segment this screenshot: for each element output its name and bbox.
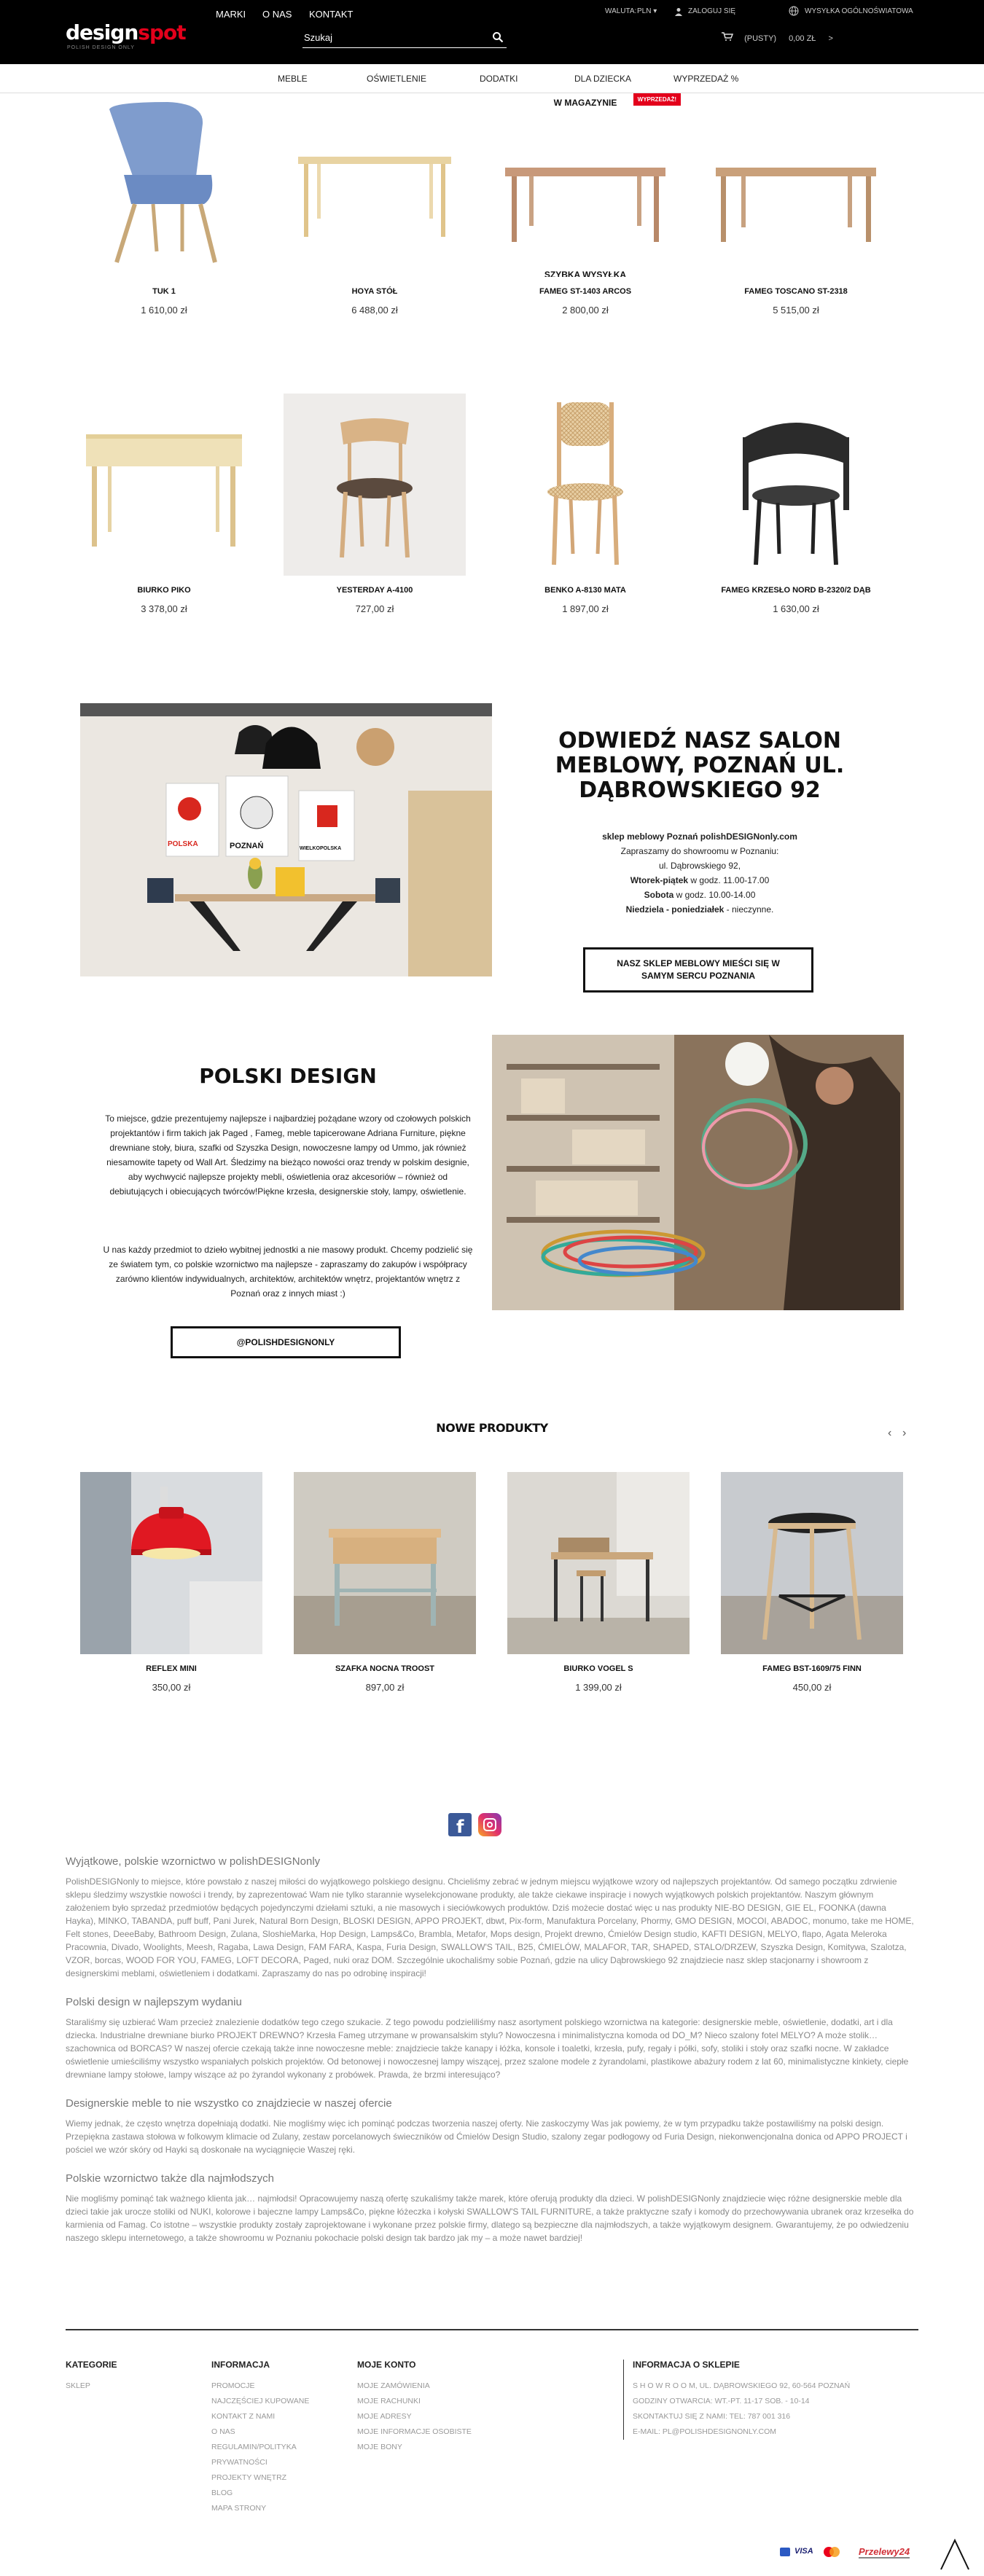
product-image[interactable]	[721, 1472, 903, 1654]
carousel-next-icon[interactable]: ›	[902, 1427, 907, 1439]
product-price: 450,00 zł	[792, 1682, 832, 1693]
footer-store-info	[623, 2360, 850, 2440]
product-price: 1 399,00 zł	[575, 1682, 622, 1693]
mastercard-icon	[822, 2546, 841, 2558]
product-image[interactable]	[80, 1472, 262, 1654]
new-products-title: NOWE PRODUKTY	[436, 1421, 548, 1435]
salon-line-1: sklep meblowy Poznań polishDESIGNonly.com	[602, 831, 797, 842]
product-price: 2 800,00 zł	[562, 305, 609, 316]
product-name[interactable]: TUK 1	[152, 287, 176, 296]
cart-status: (PUSTY)	[744, 34, 777, 43]
product-price: 1 610,00 zł	[141, 305, 187, 316]
menu-wyprzedaz[interactable]: WYPRZEDAŻ %	[673, 74, 739, 84]
product-image[interactable]	[494, 95, 676, 277]
logo-accent: spot	[138, 20, 186, 44]
product-card[interactable]	[294, 1472, 476, 1693]
footer-link[interactable]: O NAS	[211, 2427, 235, 2436]
top-header	[0, 0, 984, 64]
product-name[interactable]: SZAFKA NOCNA TROOST	[335, 1664, 435, 1673]
salon-hours-3: - nieczynne.	[724, 904, 774, 915]
currency-label: WALUTA:	[605, 7, 637, 15]
poster-polska: POLSKA	[168, 840, 198, 848]
product-image[interactable]	[705, 394, 887, 576]
product-price: 727,00 zł	[355, 603, 394, 614]
footer-link[interactable]: NAJCZĘŚCIEJ KUPOWANE	[211, 2397, 310, 2405]
workshop-photo	[492, 1035, 904, 1310]
facebook-icon[interactable]: f	[448, 1813, 472, 1836]
product-image[interactable]	[705, 95, 887, 277]
seo-heading: Polski design w najlepszym wydaniu	[66, 1996, 242, 2008]
product-card[interactable]	[80, 1472, 262, 1693]
footer-link[interactable]: REGULAMIN/POLITYKA PRYWATNOŚCI	[211, 2443, 297, 2467]
footer-link[interactable]: KONTAKT Z NAMI	[211, 2412, 276, 2421]
footer-divider	[66, 2329, 918, 2330]
scroll-to-top-icon[interactable]	[937, 2536, 973, 2572]
salon-line-3: ul. Dąbrowskiego 92,	[658, 861, 741, 871]
product-name[interactable]: FAMEG BST-1609/75 FINN	[762, 1664, 862, 1673]
salon-hours-2: w godz. 10.00-14.00	[673, 890, 756, 900]
currency-value: PLN	[637, 7, 652, 15]
product-name[interactable]: FAMEG KRZESŁO NORD B-2320/2 DĄB	[721, 586, 871, 595]
instagram-icon[interactable]	[478, 1813, 501, 1836]
carousel-prev-icon[interactable]: ‹	[888, 1427, 892, 1439]
seo-paragraph: Nie mogliśmy pominąć tak ważnego klienta jak… najmłodsi! Opracowujemy naszą ofertę szukaliśmy także marek, które oferują produkty dla dzieci. W polishDESIGNonly znajdziecie więc różne designerskie meble dla dzieci takie jak urocze stoliki od NUKI, kolorowe i bajeczne lampy Lamps&Co, piękne łóżeczka i kołyski SWALLOW'S TAIL FURNITURE, a także praktyczne szafy i komody do przechowywania ubranek oraz krzesełka do karmienia od Famag. Co istotne – wszystkie produkty zostały zaprojektowane i wykonane przez polskie firmy, dlatego są bezpieczne dla najmłodszych, a także wyjątkowym designem. Gwarantujemy, że po odwiedzeniu naszego sklepu internetowego, a także showroomu w Poznaniu pokochacie polski design tak bardzo jak my – a może nawet bardziej!	[66, 2193, 914, 2243]
product-name[interactable]: BIURKO VOGEL S	[563, 1664, 633, 1673]
footer-link[interactable]: MOJE INFORMACJE OSOBISTE	[357, 2427, 472, 2436]
seo-heading: Designerskie meble to nie wszystko co znajdziecie w naszej ofercie	[66, 2097, 392, 2110]
footer-link[interactable]: MOJE ADRESY	[357, 2412, 412, 2421]
login-link[interactable]: ZALOGUJ SIĘ	[688, 7, 736, 15]
footer-categories	[66, 2360, 117, 2394]
showroom-photo	[80, 703, 492, 976]
seo-heading: Wyjątkowe, polskie wzornictwo w polishDESIGNonly	[66, 1855, 321, 1868]
product-price: 5 515,00 zł	[773, 305, 819, 316]
footer-heading: INFORMACJA	[211, 2360, 270, 2370]
store-address: S H O W R O O M, UL. DĄBROWSKIEGO 92, 60-564 POZNAŃ	[633, 2381, 851, 2390]
product-image[interactable]	[284, 95, 466, 277]
footer-link[interactable]: PROMOCJE	[211, 2381, 255, 2390]
product-name[interactable]: HOYA STÓŁ	[351, 287, 398, 296]
przelewy24-logo: Przelewy24	[859, 2546, 910, 2557]
seo-paragraph: Wiemy jednak, że często wnętrza dopełniają dodatki. Nie mogliśmy więc ich pominąć podczas tworzenia naszej oferty. Nie zaskoczymy Was jak powiemy, że w tym przypadku także postawiliśmy na polski design. Przepiękna zastawa stołowa w folkowym klimacie od Zulany, zestaw porcelanowych świeczników od Ćmielów Design Studio, szalony zegar podłogowy od Furia Design, niekonwencjonalna donica od APPO PROJECT i pościel we wzór skóry od Hayki są doskonałe na wyciągnięcie Waszej ręki.	[66, 2118, 907, 2155]
visa-logo: VISA	[794, 2547, 813, 2556]
product-card[interactable]	[73, 95, 255, 316]
polish-design-text-2: U nas każdy przedmiot to dzieło wybitnej jednostki a nie masowy produkt. Chcemy podzielić się ze światem tym, co polskie wzornictwo ma najlepsze - zapraszamy do zakupów i współpracy zarówno klientów indywidualnych, architektów, architektów wnętrz, projektantów wnętrz z Poznań oraz z innych miast :)	[103, 1245, 473, 1299]
menu-dodatki[interactable]: DODATKI	[480, 74, 518, 84]
product-card[interactable]	[284, 95, 466, 316]
seo-paragraph: Staraliśmy się uzbierać Wam przecież znalezienie dodatków tego czego szukacie. Z tego powodu podzieliliśmy nasz asortyment polskiego wzornictwa na kategorie: designerskie meble, oświetlenie, dodatki, art i dla dziecka. Industrialne drewniane biurko PROJEKT DREWNO? Krzesła Fameg utrzymane w prowansalskim stylu? Nowoczesna i minimalistyczna komoda od DO_M? Nieco szalony fotel MELYO? A może stolik… szachownica od BORCAS? W naszej ofercie czekają także inne nowoczesne meble: znajdziecie także kanapy i łóżka, konsole i toaletki, krzesła, pufy, regały i półki, sofy, stoliki i stoły oraz szafki nocne. W zakładce oświetlenie umieściliśmy wszystko wspaniałych polskich projektów. Od betonowej i nowoczesnej lampy wiszącej, przez szalone modele z żyrandolami, plastikowe abażury rodem z lat 60, minimalistyczne kinkiety, ciepłe drewniane lampy stołowe, lampy wiszące aż po żyrandol wykonany z probówek. Prawda, że brzmi interesująco?	[66, 2017, 909, 2080]
product-name[interactable]: FAMEG TOSCANO ST-2318	[744, 287, 848, 296]
footer-account	[357, 2360, 472, 2455]
product-image[interactable]	[73, 394, 255, 576]
poster-wielkopolska: WIELKOPOLSKA	[300, 846, 342, 851]
chevron-right-icon: >	[828, 34, 833, 43]
salon-hours-1: w godz. 11.00-17.00	[688, 875, 770, 885]
seo-paragraph: PolishDESIGNonly to miejsce, które powstało z naszej miłości do wyjątkowego polskiego designu. Chcieliśmy zebrać w jednym miejscu wyjątkowe wzory od najlepszych projektantów. Od samego początku zdrwienie sklepu śledzimy wszystkie nowości i trendy, by zaprezentować Wam nie tylko starannie wyselekcjonowane produkty, ale także ciekawe inspiracje i nowych wyjątkowych polskich projektantów. Naszym głównym założeniem było sprzedaż przedmiotów będących pojedynczymi dziełami sztuki, a nie masowych i sieciówkowych produktów. Dziś możecie dostać więc u nas produkty NIE-BO DESIGN, GIE EL, FOONKA (dawna Hayka), MINKO, TABANDA, puff buff, Pani Jurek, Natural Born Design, BLOSKI DESIGN, APPO PROJEKT, dbwt, Pix-form, Manufaktura Porcelany, Phormy, GMO DESIGN, MOCOI, ABADOC, monumo, take me HOME, Felt stones, DeeeBaby, Bathroom Design, Zulana, SloshieMarka, Hop Design, Lamps&Co, Brambla, Metafor, Mops design, Projekt drewno, Ćmielów Design studio, KAFTI DESIGN, MELYO, flapo, Agata Meleroka Pracownia, Divado, Woolights, Meesh, Ragaba, Lawa Design, FAM FARA, Kaspa, Furia Design, SWALLOW'S TAIL, B25, ĆMIELÓW, MALAFOR, TAR, SHAPED, STALO/DRZEW, Szyszka Design, Komitywa, Szalotza, VZOR, borcas, WOOD FOR YOU, FAMEG, LOFT DECORA, Paged, nuki oraz DOM. Szczególnie ukochaliśmy sobie Poznań, gdzie na ulicy Dąbrowskiego 92 znajdziecie nasz sklep stacjonarny i showroom z designerskimi meblami, oświetleniem i dodatkami. Zapraszamy do nas po odrobinę inspiracji!	[66, 1876, 914, 1978]
footer-link[interactable]: MAPA STRONY	[211, 2504, 267, 2513]
logo-tagline: POLISH DESIGN ONLY	[67, 45, 135, 50]
product-price: 1 630,00 zł	[773, 603, 819, 614]
store-hours: GODZINY OTWARCIA: WT.-PT. 11-17 SOB. - 10-14	[633, 2397, 810, 2405]
salon-hours-label-2: Sobota	[644, 890, 674, 900]
salon-hours-label-1: Wtorek-piątek	[630, 875, 689, 885]
product-card[interactable]	[705, 394, 887, 614]
product-name[interactable]: BENKO A-8130 MATA	[544, 586, 626, 595]
salon-title: ODWIEDŹ NASZ SALON MEBLOWY, POZNAŃ UL. DĄBROWSKIEGO 92	[555, 728, 845, 803]
nav-marki[interactable]: MARKI	[216, 9, 246, 20]
currency-select[interactable]	[637, 7, 657, 15]
card-icon	[780, 2548, 790, 2556]
product-price: 350,00 zł	[152, 1682, 191, 1693]
main-menu	[0, 64, 984, 93]
search-icon[interactable]	[492, 31, 504, 43]
product-card[interactable]	[721, 1472, 903, 1693]
product-image[interactable]	[507, 1472, 690, 1654]
logo[interactable]	[66, 20, 186, 44]
search-input[interactable]	[304, 32, 479, 43]
seo-section	[66, 1855, 918, 2260]
product-price: 6 488,00 zł	[351, 305, 398, 316]
store-phone: SKONTAKTUJ SIĘ Z NAMI: TEL: 787 001 316	[633, 2412, 791, 2421]
footer-link[interactable]: MOJE ZAMÓWIENIA	[357, 2381, 430, 2390]
product-image[interactable]	[294, 1472, 476, 1654]
product-name[interactable]: YESTERDAY A-4100	[336, 586, 413, 595]
polish-design-title: POLSKI DESIGN	[199, 1064, 377, 1088]
cart-icon	[722, 34, 733, 43]
worldwide-shipping: WYSYŁKA OGÓLNOŚWIATOWA	[805, 7, 913, 15]
menu-meble[interactable]: MEBLE	[278, 74, 308, 84]
product-image[interactable]	[494, 394, 676, 576]
salon-info	[539, 829, 860, 917]
cart-total: 0,00 ZŁ	[789, 34, 816, 43]
product-card[interactable]	[73, 394, 255, 614]
product-card[interactable]	[284, 394, 466, 614]
product-image[interactable]	[73, 95, 255, 277]
footer-link-sklep[interactable]: SKLEP	[66, 2381, 90, 2390]
in-stock-label: W MAGAZYNIE	[553, 98, 617, 108]
footer-link[interactable]: PROJEKTY WNĘTRZ	[211, 2473, 287, 2482]
store-email[interactable]: E-MAIL: PL@POLISHDESIGNONLY.COM	[633, 2427, 776, 2436]
salon-button[interactable]: NASZ SKLEP MEBLOWY MIEŚCI SIĘ W SAMYM SERCU POZNANIA	[583, 947, 813, 993]
globe-icon	[789, 6, 799, 16]
product-name[interactable]: BIURKO PIKO	[137, 586, 191, 595]
footer-heading: KATEGORIE	[66, 2360, 117, 2370]
product-card[interactable]	[705, 95, 887, 316]
sale-badge: WYPRZEDAŻ!	[633, 93, 681, 106]
product-name[interactable]: REFLEX MINI	[146, 1664, 197, 1673]
nav-o-nas[interactable]: O NAS	[262, 9, 292, 20]
nav-kontakt[interactable]: KONTAKT	[309, 9, 354, 20]
search-box	[302, 29, 507, 48]
product-image[interactable]	[284, 394, 466, 576]
instagram-button[interactable]: @POLISHDESIGNONLY	[171, 1326, 401, 1358]
footer-information	[211, 2360, 343, 2516]
polish-design-text-1: To miejsce, gdzie prezentujemy najlepsze i najbardziej pożądane wzory od czołowych polskich projektantów i firm takich jak Paged , Fameg, meble tapicerowane Adriana Furniture, piękne drewniane stoły, biura, szafki od Szyszka Design, nowoczesne lampy od Ummo, jak również niesamowite tapety od Wall Art. Śledzimy na bieżąco nowości oraz trendy w polskim designie, aby wychwycić najlepsze projekty mebli, oświetlenia oraz akcesoriów – również od debiutujących i obiecujących twórców!Piękne krzesła, designerskie stoły, lampy, oświetlenie.	[105, 1113, 471, 1197]
footer-heading: MOJE KONTO	[357, 2360, 416, 2370]
salon-line-2: Zapraszamy do showroomu w Poznaniu:	[620, 846, 779, 856]
product-price: 897,00 zł	[365, 1682, 405, 1693]
footer-link[interactable]: BLOG	[211, 2489, 233, 2497]
salon-hours-label-3: Niedziela - poniedziałek	[625, 904, 725, 915]
product-price: 3 378,00 zł	[141, 603, 187, 614]
footer-heading: INFORMACJA O SKLEPIE	[633, 2360, 740, 2370]
product-price: 1 897,00 zł	[562, 603, 609, 614]
product-card[interactable]	[494, 394, 676, 614]
footer-link[interactable]: MOJE BONY	[357, 2443, 402, 2451]
chevron-down-icon: ▾	[653, 7, 657, 15]
product-card[interactable]	[494, 95, 676, 316]
fast-shipping-label: SZYBKA WYSYŁKA	[544, 270, 627, 277]
user-icon	[674, 7, 684, 16]
poster-poznan: POZNAŃ	[230, 842, 264, 850]
product-name[interactable]: FAMEG ST-1403 ARCOS	[539, 287, 632, 296]
seo-heading: Polskie wzornictwo także dla najmłodszych	[66, 2172, 274, 2185]
menu-dla-dziecka[interactable]: DLA DZIECKA	[574, 74, 632, 84]
menu-oswietlenie[interactable]: OŚWIETLENIE	[367, 74, 427, 84]
logo-main: design	[66, 20, 138, 44]
footer-link[interactable]: MOJE RACHUNKI	[357, 2397, 421, 2405]
cart[interactable]	[722, 32, 833, 43]
product-card[interactable]	[507, 1472, 690, 1693]
